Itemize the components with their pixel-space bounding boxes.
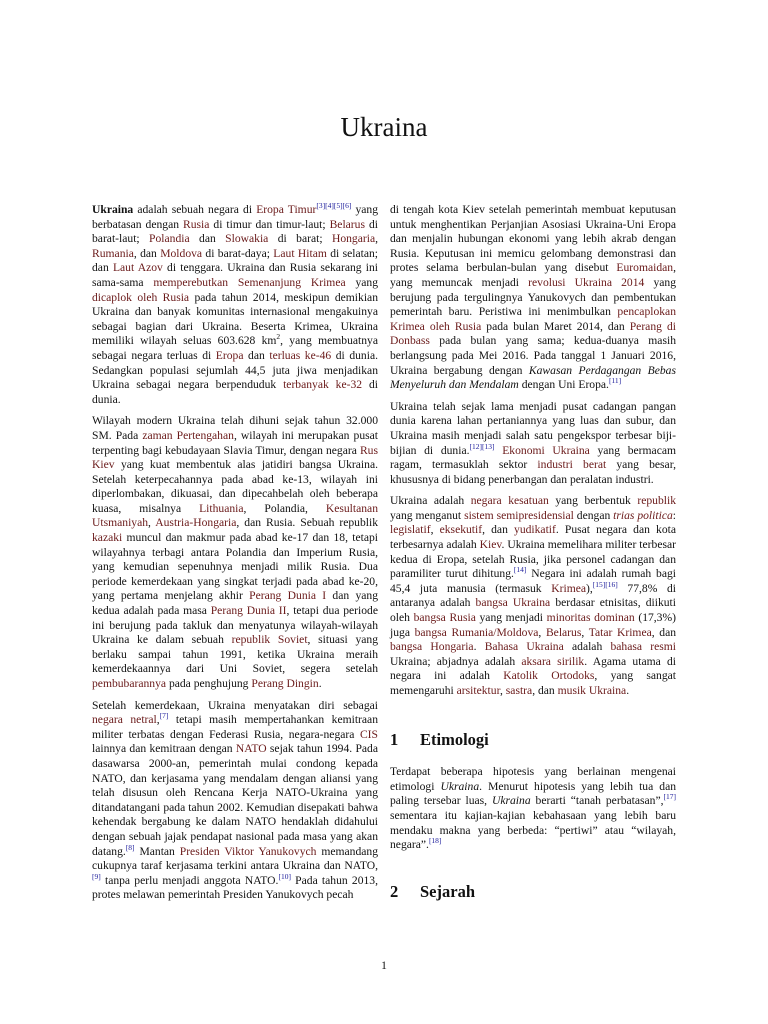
section-heading-etimologi <box>390 729 676 749</box>
link-belarus[interactable]: Belarus <box>329 217 365 231</box>
link-bahasa-resmi[interactable]: bahasa resmi <box>610 640 677 654</box>
link-republik[interactable]: republik <box>637 494 677 508</box>
citation-ref[interactable]: [3][4][5][6] <box>316 201 352 211</box>
link-austria-hongaria[interactable]: Austria-Hongaria <box>155 516 237 530</box>
intro-paragraph-5: Ukraina telah sejak lama menjadi pusat cadangan pangan dunia karena lahan pertaniannya yang luas dan subur, dan Ukraina masih menjadi salah satu pengekspor terbesar biji-bijian di dunia.[12][13] Ekonomi Ukraina yang bermacam ragam, termasuklah sektor industri berat yang besar, khususnya di bidang penerbangan dan peralatan industri. <box>390 399 677 486</box>
link-perang-dunia-i[interactable]: Perang Dunia I <box>249 589 327 603</box>
left-column <box>92 203 378 910</box>
link-republik-soviet[interactable]: republik Soviet <box>231 633 308 647</box>
link-memperebutkan-semenanjung-krimea[interactable]: memperebutkan Semenanjung Krimea <box>153 275 346 289</box>
link-bangsa-rusia[interactable]: bangsa Rusia <box>413 611 476 625</box>
emphasis-text: Ukraina <box>440 779 480 793</box>
link-moldova[interactable]: Moldova <box>160 246 203 260</box>
intro-paragraph-3: Setelah kemerdekaan, Ukraina menyatakan diri sebagai negara netral,[7] tetapi masih mempertahankan kemitraan militer terbatas dengan Federasi Rusia, negara-negara CIS lainnya dan kemitraan dengan NATO sejak tahun 1994. Pada dasawarsa 2000-an, pemerintah mulai condong kepada NATO, dan kerjasama yang mendalam dengan aliansi yang telah disusun oleh Rencana Kerja NATO-Ukraina yang ditandatangani pada tahun 2002. Kemudian disepakati bahwa kehendak bergabung ke dalam NATO hendaklah didahului dengan sebuah jajak pendapat nasional pada masa yang akan datang.[8] Mantan Presiden Viktor Yanukovych memandang cukupnya taraf kerjasama terkini antara Ukraina dan NATO,[9] tanpa perlu menjadi anggota NATO.[10] Pada tahun 2013, protes melawan pemerintah Presiden Yanukovych pecah <box>92 698 379 902</box>
citation-ref[interactable]: [10] <box>278 871 291 881</box>
intro-paragraph-4: di tengah kota Kiev setelah pemerintah membuat keputusan untuk menghentikan Perjanjian Asosiasi Ukraina-Uni Eropa dan menjalin hubungan ekonomi yang lebih akrab dengan Rusia. Keputusan ini memicu gelombang demonstrasi dan protes selama berbulan-bulan yang disebut Euromaidan, yang memuncak menjadi revolusi Ukraina 2014 yang berujung pada tergulingnya Yanukovych dan pembentukan pemerintah baru. Peristiwa ini menimbulkan pencaplokan Krimea oleh Rusia pada bulan Maret 2014, dan Perang di Donbass pada bulan yang sama; kedua-duanya masih berlangsung pada Mei 2016. Pada tanggal 1 Januari 2016, Ukraina bergabung dengan Kawasan Perdagangan Bebas Menyeluruh dan Mendalam dengan Uni Eropa.[11] <box>390 203 676 392</box>
link-bangsa-rumania-moldova[interactable]: bangsa Rumania/Moldova <box>414 625 539 639</box>
etimologi-paragraph: Terdapat beberapa hipotesis yang berlainan mengenai etimologi Ukraina. Menurut hipotesis yang lebih tua dan paling tersebar luas, Ukraina berarti “tanah perbatasan”,[17] sementara itu kajian-kajian kebahasaan yang lebih baru mendaku makna yang berbeda: “pertiwi” atau “wilayah, negara”.[18] <box>390 765 677 852</box>
link-negara-kesatuan[interactable]: negara kesatuan <box>470 494 549 508</box>
citation-ref[interactable]: [18] <box>428 836 442 846</box>
intro-paragraph-6: Ukraina adalah negara kesatuan yang berbentuk republik yang menganut sistem semipresidensial dengan trias politica: legislatif, eksekutif, dan yudikatif. Pusat negara dan kota terbesarnya adalah Kiev. Ukraina memelihara militer terbesar kedua di Eropa, setelah Rusia, jika personel cadangan dan paramiliter turut dihitung.[14] Negara ini adalah rumah bagi 45,4 juta manusia (termasuk Krimea),[15][16] 77,8% di antaranya adalah bangsa Ukraina berdasar etnisitas, diikuti oleh bangsa Rusia yang menjadi minoritas dominan (17,3%) juga bangsa Rumania/Moldova, Belarus, Tatar Krimea, dan bangsa Hongaria. Bahasa Ukraina adalah bahasa resmi Ukraina; abjadnya adalah aksara sirilik. Agama utama di negara ini adalah Katolik Ortodoks, yang sangat memengaruhi arsitektur, sastra, dan musik Ukraina. <box>390 494 677 697</box>
link-kiev[interactable]: Kiev <box>479 538 502 552</box>
link-terluas-ke-46[interactable]: terluas ke-46 <box>269 348 332 362</box>
link-hongaria[interactable]: Hongaria <box>331 232 376 246</box>
emphasis-text: Kawasan Perdagangan Bebas Menyeluruh dan Mendalam <box>390 363 676 392</box>
link-rus-kiev[interactable]: Rus Kiev <box>92 443 378 472</box>
link-terbanyak-ke-32[interactable]: terbanyak ke-32 <box>283 378 363 392</box>
link-rumania[interactable]: Rumania <box>92 246 134 260</box>
link-perang-di-donbass[interactable]: Perang di Donbass <box>390 319 676 348</box>
link-belarus[interactable]: Belarus <box>545 625 582 639</box>
right-column <box>390 203 676 899</box>
section-number: 1 <box>390 729 399 749</box>
section-title: Etimologi <box>420 729 489 749</box>
link-presiden-viktor-yanukovych[interactable]: Presiden Viktor Yanukovych <box>179 844 317 858</box>
link-kesultanan-utsmaniyah[interactable]: Kesultanan Utsmaniyah <box>92 501 378 530</box>
link-nato[interactable]: NATO <box>235 742 267 756</box>
link-revolusi-ukraina-2014[interactable]: revolusi Ukraina 2014 <box>528 275 645 289</box>
link-zaman-pertengahan[interactable]: zaman Pertengahan <box>142 428 234 442</box>
link-laut-hitam[interactable]: Laut Hitam <box>273 246 327 260</box>
link-perang-dunia-ii[interactable]: Perang Dunia II <box>210 604 287 618</box>
link-eksekutif[interactable]: eksekutif <box>439 523 483 537</box>
citation-ref[interactable]: [14] <box>513 565 527 575</box>
link-legislatif[interactable]: legislatif <box>390 523 431 537</box>
link-kazaki[interactable]: kazaki <box>92 531 123 545</box>
link-eropa[interactable]: Eropa <box>215 348 244 362</box>
link-bangsa-ukraina[interactable]: bangsa Ukraina <box>475 596 551 610</box>
link-ekonomi-ukraina[interactable]: Ekonomi Ukraina <box>502 443 590 457</box>
intro-paragraph-2: Wilayah modern Ukraina telah dihuni sejak tahun 32.000 SM. Pada zaman Pertengahan, wilayah ini merupakan pusat terpenting bagi kebudayaan Slavia Timur, dengan negara Rus Kiev yang kuat membentuk alas jatidiri bangsa Ukraina. Setelah keterpecahannya pada abad ke-13, wilayah ini diperlombakan, dikuasai, dan dipecahbelah oleh beberapa kuasa, misalnya Lithuania, Polandia, Kesultanan Utsmaniyah, Austria-Hongaria, dan Rusia. Sebuah republik kazaki muncul dan makmur pada abad ke-17 dan 18, tetapi wilayahnya terbagi antara Polandia dan Imperium Rusia, yang kemudian sepenuhnya menjadi milik Rusia. Dua periode kemerdekaan yang singkat terjadi pada abad ke-20, yang pertama menjelang akhir Perang Dunia I dan yang kedua adalah pada masa Perang Dunia II, tetapi dua periode ini berujung pada takluk dan menyatunya wilayah-wilayah Ukraina ke dalam sebuah republik Soviet, situasi yang berlaku sampai tahun 1991, ketika Ukraina meraih kemerdekaannya dari Uni Soviet, segera setelah pembubarannya pada penghujung Perang Dingin. <box>92 414 379 690</box>
link-cis[interactable]: CIS <box>359 727 378 741</box>
section-number: 2 <box>390 881 399 901</box>
citation-ref[interactable]: [12][13] <box>469 441 495 451</box>
link-pencaplokan-krimea-oleh-rusia[interactable]: pencaplokan Krimea oleh Rusia <box>390 305 676 333</box>
section-heading-sejarah <box>390 881 676 901</box>
citation-ref[interactable]: [15][16] <box>592 579 618 589</box>
emphasis-text: trias politica <box>613 508 673 522</box>
citation-ref[interactable]: [7] <box>159 711 169 721</box>
link-musik-ukraina[interactable]: musik Ukraina <box>557 684 627 697</box>
link-negara-netral[interactable]: negara netral <box>92 713 157 727</box>
emphasis-text: Ukraina <box>92 203 134 216</box>
link-aksara-sirilik[interactable]: aksara sirilik <box>521 654 585 668</box>
link-bangsa-hongaria[interactable]: bangsa Hongaria <box>390 640 474 654</box>
link-euromaidan[interactable]: Euromaidan <box>616 261 674 275</box>
link-polandia[interactable]: Polandia <box>149 232 190 246</box>
link-rusia[interactable]: Rusia <box>183 217 210 231</box>
link-sistem-semipresidensial[interactable]: sistem semipresidensial <box>464 508 574 522</box>
link-eropa-timur[interactable]: Eropa Timur <box>256 203 317 216</box>
citation-ref[interactable]: [8] <box>125 842 135 852</box>
superscript: 2 <box>276 332 281 342</box>
link-lithuania[interactable]: Lithuania <box>199 501 244 515</box>
link-katolik-ortodoks[interactable]: Katolik Ortodoks <box>503 669 595 683</box>
link-tatar-krimea[interactable]: Tatar Krimea <box>588 625 652 639</box>
citation-ref[interactable]: [17] <box>663 792 676 802</box>
link-industri-berat[interactable]: industri berat <box>537 458 607 472</box>
link-trias-politica[interactable] <box>613 509 673 522</box>
link-laut-azov[interactable]: Laut Azov <box>112 261 163 275</box>
section-title: Sejarah <box>420 881 475 901</box>
citation-ref[interactable]: [11] <box>608 376 622 386</box>
link-sastra[interactable]: sastra <box>505 684 533 697</box>
link-yudikatif[interactable]: yudikatif <box>514 523 556 537</box>
link-pembubarannya[interactable]: pembubarannya <box>92 677 167 690</box>
page-number: 1 <box>381 960 387 972</box>
link-dicaplok-oleh-rusia[interactable]: dicaplok oleh Rusia <box>92 290 190 304</box>
emphasis-text: Ukraina <box>491 794 531 808</box>
link-slowakia[interactable]: Slowakia <box>225 232 269 246</box>
link-minoritas-dominan[interactable]: minoritas dominan <box>546 611 635 625</box>
link-arsitektur[interactable]: arsitektur <box>456 684 500 697</box>
intro-paragraph-1: Ukraina adalah sebuah negara di Eropa Timur[3][4][5][6] yang berbatasan dengan Rusia di timur dan timur-laut; Belarus di barat-laut; Polandia dan Slowakia di barat; Hongaria, Rumania, dan Moldova di barat-daya; Laut Hitam di selatan; dan Laut Azov di tenggara. Ukraina dan Rusia sekarang ini sama-sama memperebutkan Semenanjung Krimea yang dicaplok oleh Rusia pada tahun 2014, meskipun demikian Ukraina dan banyak komunitas internasional mengakuinya sebagai bagian dari Ukraina. Beserta Krimea, Ukraina memiliki wilayah seluas 603.628 $km^2$, yang membuatnya sebagai negara terluas di Eropa dan terluas ke-46 di dunia. Sedangkan populasi sejumlah 44,5 juta jiwa menjadikan Ukraina sebagai negara berpenduduk terbanyak ke-32 di dunia. <box>92 201 379 406</box>
link-bahasa-ukraina[interactable]: Bahasa Ukraina <box>484 640 564 654</box>
citation-ref[interactable]: [9] <box>92 871 101 881</box>
link-perang-dingin[interactable]: Perang Dingin <box>251 677 319 690</box>
page-title: Ukraina <box>340 112 428 142</box>
link-krimea[interactable]: Krimea <box>551 581 586 595</box>
